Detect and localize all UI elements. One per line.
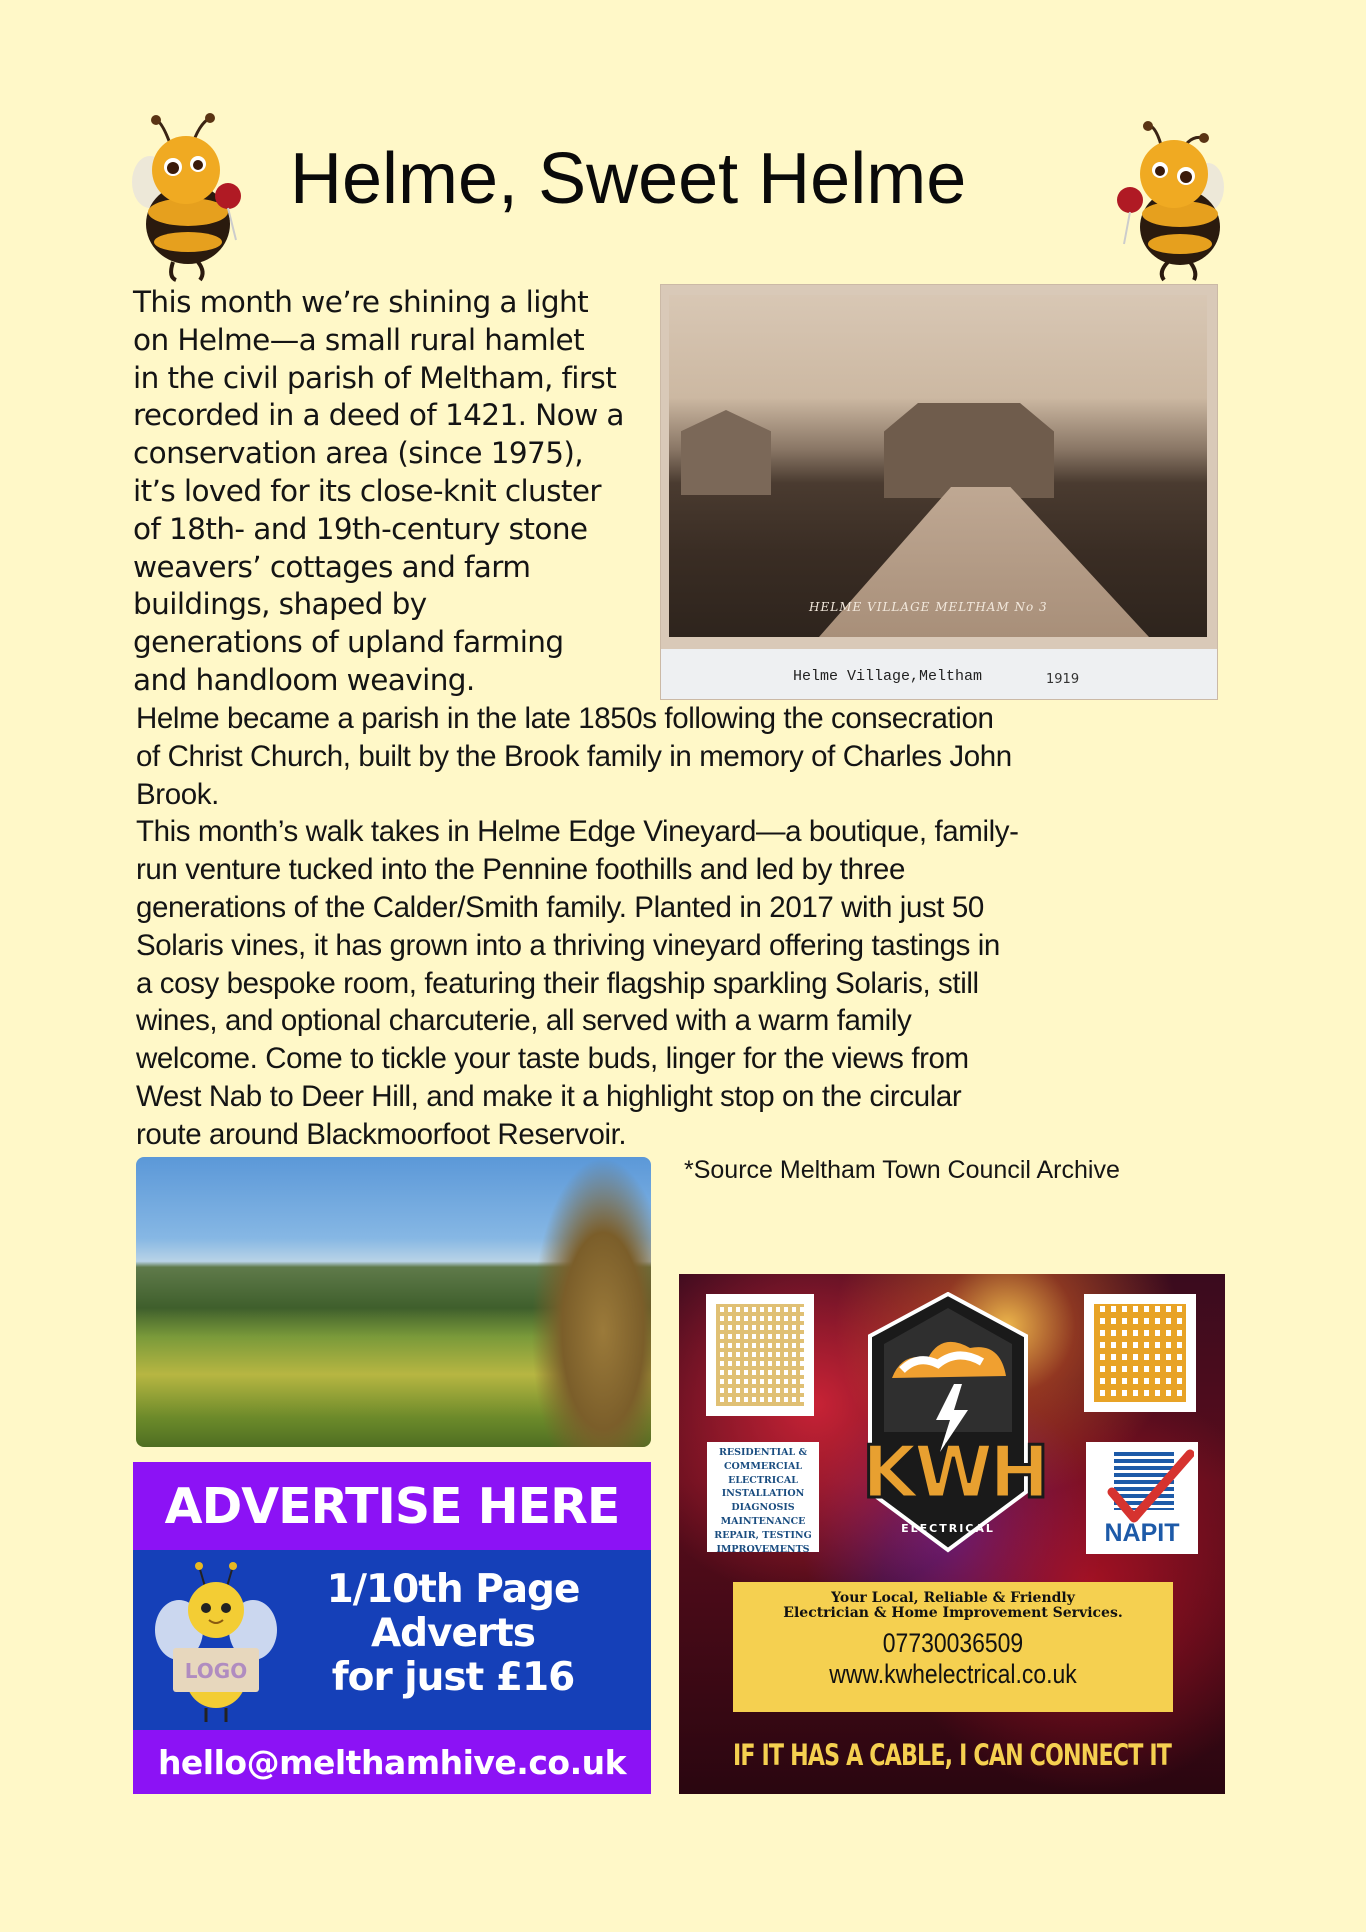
intro-line: it’s loved for its close-knit cluster	[133, 473, 601, 508]
photo-label: Helme Village,Meltham	[793, 668, 983, 685]
cottage-shape	[681, 410, 771, 495]
body-line: generations of the Calder/Smith family. Planted in 2017 with just 50	[136, 890, 984, 924]
services-list	[707, 1442, 819, 1555]
tagline-line: Electrician & Home Improvement Services.	[783, 1605, 1123, 1621]
body-line: a cosy bespoke room, featuring their flagship sparkling Solaris, still	[136, 966, 979, 1000]
svg-text:LOGO: LOGO	[184, 1659, 248, 1683]
body-line: Helme became a parish in the late 1850s following the consecration	[136, 702, 994, 735]
intro-line: and handloom weaving.	[133, 662, 475, 697]
service-item: REPAIR, TESTING	[714, 1529, 812, 1541]
napit-badge	[1086, 1442, 1198, 1554]
intro-line: This month we’re shining a light	[133, 285, 589, 319]
kwh-logo-text: KWH	[862, 1430, 1046, 1514]
advert-offer-line: Adverts	[370, 1611, 536, 1656]
advert-heading: ADVERTISE HERE	[133, 1462, 651, 1550]
website-link[interactable]: www.kwhelectrical.co.uk	[829, 1659, 1077, 1689]
service-item: RESIDENTIAL &	[718, 1447, 808, 1458]
napit-label: NAPIT	[1104, 1519, 1180, 1547]
intro-line: recorded in a deed of 1421. Now a	[133, 398, 624, 433]
vineyard-photo	[136, 1157, 651, 1447]
bee-with-wine-icon	[1108, 112, 1226, 282]
service-item: ELECTRICAL	[728, 1474, 798, 1486]
photo-inscription: HELME VILLAGE MELTHAM No 3	[809, 600, 1048, 614]
kwh-logo	[862, 1292, 1046, 1554]
advert-offer-line: for just £16	[331, 1655, 575, 1700]
advert-email-link[interactable]: hello@melthamhive.co.uk	[133, 1730, 651, 1794]
body-line: welcome. Come to tickle your taste buds, linger for the views from	[136, 1042, 969, 1076]
tagline-line: Your Local, Reliable & Friendly	[831, 1590, 1075, 1606]
bee-with-wine-icon	[128, 112, 246, 282]
historic-photo-image	[669, 295, 1207, 637]
service-item: IMPROVEMENTS	[716, 1543, 810, 1555]
phone-number[interactable]: 07730036509	[882, 1628, 1024, 1658]
farmhouse-shape	[884, 403, 1054, 498]
body-line: This month’s walk takes in Helme Edge Vineyard—a boutique, family-	[136, 815, 1019, 849]
body-line: West Nab to Deer Hill, and make it a highlight stop on the circular	[136, 1079, 962, 1113]
source-note: *Source Meltham Town Council Archive	[684, 1156, 1120, 1184]
page-title: Helme, Sweet Helme	[290, 139, 967, 219]
service-item: DIAGNOSIS	[731, 1502, 795, 1514]
intro-line: weavers’ cottages and farm	[133, 549, 531, 584]
intro-line: conservation area (since 1975),	[133, 436, 584, 471]
intro-line: of 18th- and 19th-century stone	[133, 511, 588, 546]
website-qr-icon[interactable]	[1084, 1294, 1196, 1412]
road-shape	[819, 487, 1149, 637]
advert-offer	[293, 1568, 613, 1700]
body-line: Brook.	[136, 777, 219, 811]
body-line: Solaris vines, it has grown into a thriving vineyard offering tastings in	[136, 928, 1000, 962]
intro-line: on Helme—a small rural hamlet	[133, 322, 585, 357]
service-item: MAINTENANCE	[720, 1515, 806, 1527]
intro-paragraph	[133, 284, 653, 700]
tree-shape	[531, 1157, 651, 1447]
intro-line: generations of upland farming	[133, 625, 564, 660]
service-item: INSTALLATION	[721, 1488, 805, 1500]
body-line: of Christ Church, built by the Brook family in memory of Charles John	[136, 739, 1012, 773]
instagram-qr-icon[interactable]	[706, 1294, 814, 1416]
advertise-here-box	[133, 1462, 651, 1794]
bee-logo-sign-icon	[151, 1560, 281, 1725]
body-line: run venture tucked into the Pennine foothills and led by three	[136, 853, 905, 887]
advert-offer-line: 1/10th Page	[326, 1567, 580, 1612]
photo-year: 1919	[1046, 672, 1080, 687]
checkmark-icon	[1104, 1448, 1194, 1528]
advert-body	[133, 1550, 651, 1730]
contact-box	[733, 1582, 1173, 1712]
tagline	[733, 1591, 1173, 1621]
body-line: route around Blackmoorfoot Reservoir.	[136, 1117, 627, 1151]
slogan: IF IT HAS A CABLE, I CAN CONNECT IT	[732, 1738, 1172, 1772]
kwh-logo-subtext: ELECTRICAL	[901, 1522, 995, 1535]
intro-line: buildings, shaped by	[133, 587, 427, 622]
body-paragraphs	[136, 700, 1226, 1154]
body-line: wines, and optional charcuterie, all served with a warm family	[136, 1004, 912, 1038]
service-item: COMMERCIAL	[723, 1460, 803, 1472]
intro-line: in the civil parish of Meltham, first	[133, 360, 617, 395]
kwh-electrical-ad	[679, 1274, 1225, 1794]
historic-photo	[660, 284, 1218, 700]
